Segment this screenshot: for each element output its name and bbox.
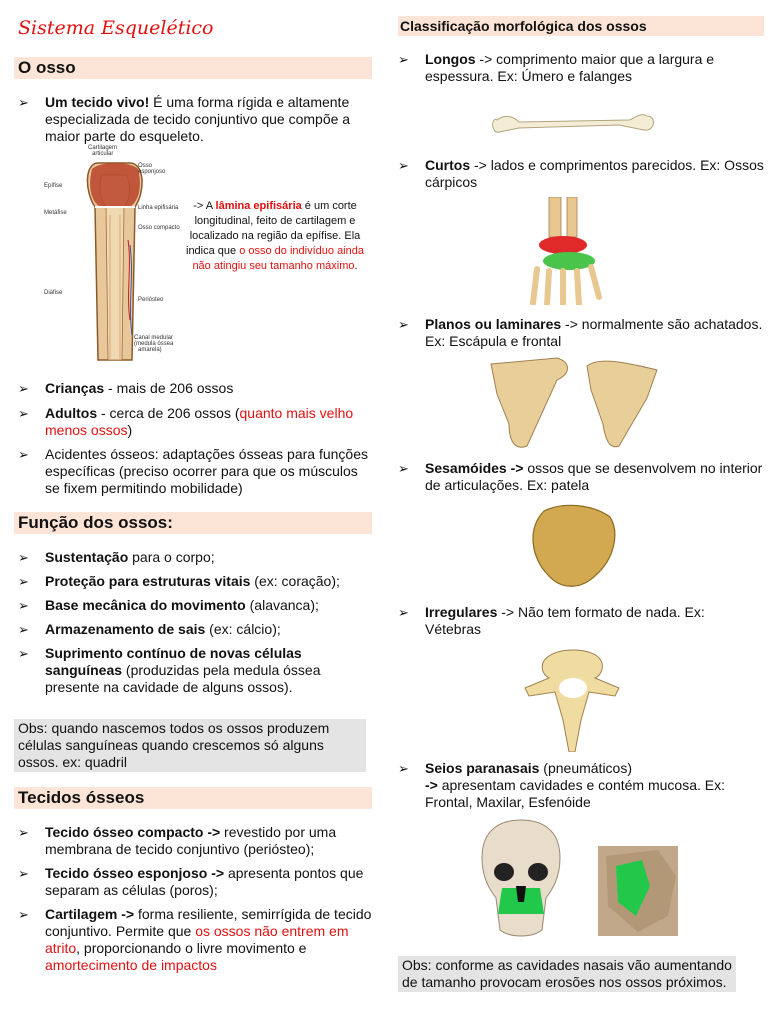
label-osso-compacto: Osso compacto — [138, 225, 180, 231]
section-heading-tecidos: Tecidos ósseos — [14, 787, 372, 809]
list-item-tecido-vivo: ➢ Um tecido vivo! É uma forma rígida e altamente especializada de tecido conjuntivo que compõe a maior parte do esqueleto. — [18, 94, 351, 144]
bullet-arrow-icon: ➢ — [18, 447, 29, 462]
list-item-cartilagem: ➢ Cartilagem -> forma resiliente, semirrígida de tecido conjuntivo. Permite que os ossos não entrem em atrito, proporcionando o livre movimento e amortecimento de impactos — [18, 906, 372, 973]
list-item-base-mecanica: ➢ Base mecânica do movimento (alavanca); — [18, 597, 319, 613]
list-item-esponjoso: ➢ Tecido ósseo esponjoso -> apresenta pontos que separam as células (poros); — [18, 865, 364, 898]
bone-section-icon — [40, 145, 180, 365]
bullet-arrow-icon: ➢ — [18, 550, 29, 565]
list-item-irregulares: ➢ Irregulares -> Não tem formato de nada. Ex: Vétebras — [398, 604, 705, 637]
list-item-armazenamento: ➢ Armazenamento de sais (ex: cálcio); — [18, 621, 281, 637]
scapula-icon — [487, 354, 663, 450]
bullet-arrow-icon: ➢ — [18, 381, 29, 396]
bullet-arrow-icon: ➢ — [398, 317, 409, 332]
bullet-arrow-icon: ➢ — [18, 825, 29, 840]
bullet-arrow-icon: ➢ — [398, 761, 409, 776]
label-periosteo: Periósteo — [138, 297, 164, 303]
page-title: Sistema Esquelético — [18, 17, 214, 39]
bullet-arrow-icon: ➢ — [18, 866, 29, 881]
list-item-longos: ➢ Longos -> comprimento maior que a largura e espessura. Ex: Úmero e falanges — [398, 51, 715, 84]
label-cartilagem: Cartilagem — [88, 145, 118, 151]
bullet-arrow-icon: ➢ — [18, 646, 29, 661]
label-linha-epifisaria: Linha epifisária — [138, 205, 179, 211]
vertebra-icon — [519, 648, 627, 752]
section-heading-classificacao: Classificação morfológica dos ossos — [398, 16, 764, 36]
bullet-arrow-icon: ➢ — [398, 158, 409, 173]
bullet-arrow-icon: ➢ — [398, 52, 409, 67]
skull-front-icon — [472, 818, 570, 938]
list-item-sustentacao: ➢ Sustentação para o corpo; — [18, 549, 215, 565]
obs-note-cavidades: Obs: conforme as cavidades nasais vão aumentando de tamanho provocam erosões nos ossos próximos. — [398, 956, 736, 992]
list-item-criancas: ➢ Crianças - mais de 206 ossos — [18, 380, 234, 396]
label-diafise: Diáfise — [44, 290, 63, 296]
label-osso: Osso — [138, 163, 153, 169]
label-epifise: Epífise — [44, 183, 63, 189]
bullet-arrow-icon: ➢ — [18, 95, 29, 110]
patella-icon — [524, 503, 620, 591]
lamina-epifisaria-note: -> A lâmina epifisária é um corte longitudinal, feito de cartilagem e localizado na região da epífise. Ela indica que o osso do indivíduo ainda não atingiu seu tamanho máximo. — [186, 200, 364, 272]
carpal-bones-icon — [527, 197, 607, 305]
label-metafise: Metáfise — [44, 210, 67, 216]
bullet-arrow-icon: ➢ — [18, 622, 29, 637]
section-heading-o-osso: O osso — [14, 57, 372, 79]
list-item-protecao: ➢ Proteção para estruturas vitais (ex: coração); — [18, 573, 340, 589]
list-item-sesamoides: ➢ Sesamóides -> ossos que se desenvolvem no interior de articulações. Ex: patela — [398, 460, 763, 493]
list-item-adultos: ➢ Adultos - cerca de 206 ossos (quanto mais velho menos ossos) — [18, 405, 354, 438]
skull-lateral-icon — [598, 846, 678, 936]
bullet-arrow-icon: ➢ — [18, 406, 29, 421]
bullet-arrow-icon: ➢ — [18, 907, 29, 922]
bullet-arrow-icon: ➢ — [18, 574, 29, 589]
bullet-arrow-icon: ➢ — [18, 598, 29, 613]
section-heading-funcao: Função dos ossos: — [14, 512, 372, 534]
list-item-compacto: ➢ Tecido ósseo compacto -> revestido por uma membrana de tecido conjuntivo (periósteo); — [18, 824, 337, 857]
list-item-planos: ➢ Planos ou laminares -> normalmente são achatados. Ex: Escápula e frontal — [398, 316, 763, 349]
label-esponjoso: esponjoso — [138, 169, 166, 175]
list-item-curtos: ➢ Curtos -> lados e comprimentos parecidos. Ex: Ossos cárpicos — [398, 157, 764, 190]
list-item-acidentes: ➢ Acidentes ósseos: adaptações ósseas para funções específicas (preciso ocorrer para que os músculos se fixem permitindo mobilidade) — [18, 446, 368, 496]
bullet-arrow-icon: ➢ — [398, 461, 409, 476]
label-amarela: amarela) — [138, 347, 162, 353]
bullet-arrow-icon: ➢ — [398, 605, 409, 620]
label-articular: articular — [92, 151, 114, 157]
list-item-seios-paranasais: ➢ Seios paranasais (pneumáticos) -> apresentam cavidades e contém mucosa. Ex: Frontal, Maxilar, Esfenóide — [398, 760, 725, 810]
list-item-suprimento: ➢ Suprimento contínuo de novas células sanguíneas (produzidas pela medula óssea presente na cavidade de alguns ossos). — [18, 645, 321, 695]
long-bone-icon — [489, 106, 659, 146]
label-canal-medular: Canal medular — [134, 335, 174, 341]
label-medula-ossea: (medula óssea — [134, 341, 174, 347]
long-bone-illustration — [40, 145, 180, 365]
obs-note-celulas: Obs: quando nascemos todos os ossos produzem células sanguíneas quando crescemos só alguns ossos. ex: quadril — [14, 719, 366, 772]
